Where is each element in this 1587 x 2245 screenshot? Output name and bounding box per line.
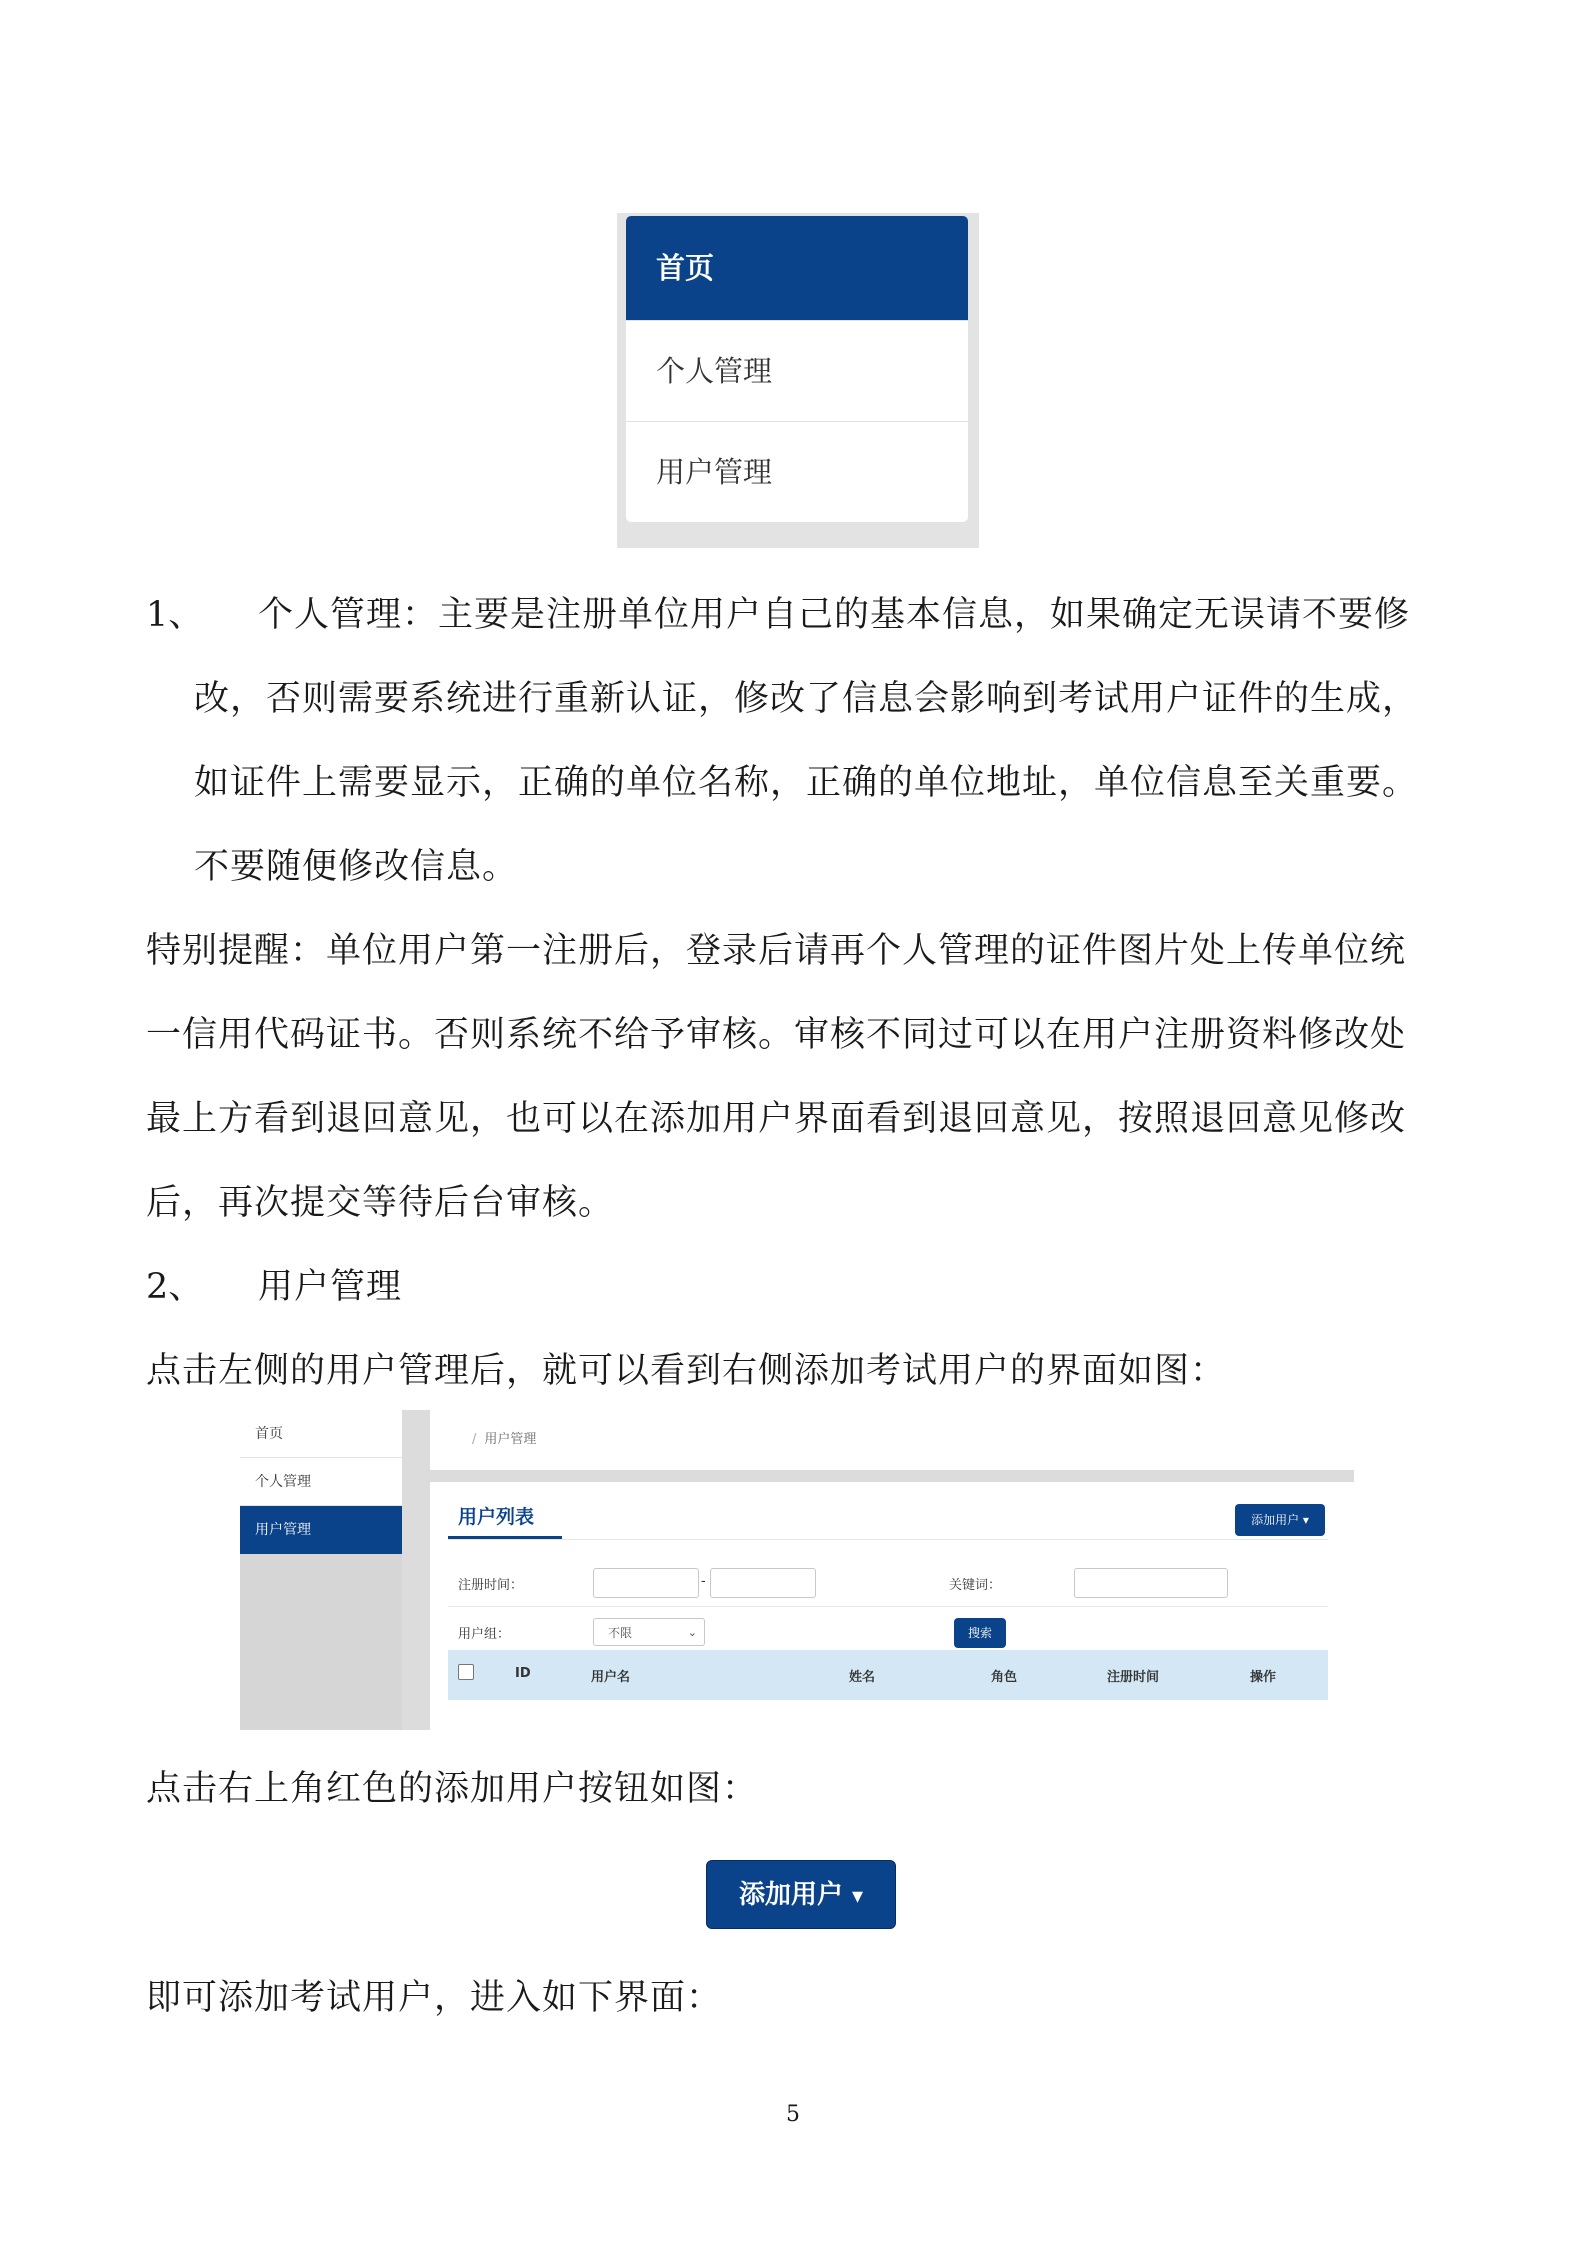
screen-sidebar-users[interactable]: 用户管理 xyxy=(240,1506,402,1554)
screen-figure xyxy=(240,1410,1354,1730)
caret-down-icon: ▾ xyxy=(1302,1513,1309,1527)
col-username: 用户名 xyxy=(591,1670,631,1685)
col-register-time: 注册时间 xyxy=(1107,1670,1160,1685)
user-list-panel xyxy=(430,1482,1354,1730)
user-group-label: 用户组： xyxy=(458,1627,511,1642)
section1-line-1: 个人管理：主要是注册单位用户自己的基本信息，如果确定无误请不要修 xyxy=(258,595,1411,635)
menu-item-home[interactable]: 首页 xyxy=(626,216,968,320)
breadcrumb-separator: / xyxy=(472,1432,477,1447)
page-number: 5 xyxy=(786,2102,800,2127)
col-name: 姓名 xyxy=(849,1670,876,1685)
caret-down-icon: ▾ xyxy=(852,1884,864,1909)
add-user-button-label: 添加用户 xyxy=(1251,1513,1300,1527)
section2-intro: 点击左侧的用户管理后，就可以看到右侧添加考试用户的界面如图： xyxy=(146,1351,1227,1391)
user-group-value: 不限 xyxy=(608,1626,633,1640)
divider xyxy=(448,1606,1328,1607)
breadcrumb xyxy=(430,1410,1354,1470)
user-group-select[interactable] xyxy=(593,1618,705,1646)
register-time-end-input[interactable] xyxy=(710,1568,816,1598)
screen-sidebar-home[interactable]: 首页 xyxy=(240,1410,402,1458)
register-time-start-input[interactable] xyxy=(593,1568,699,1598)
col-actions: 操作 xyxy=(1250,1670,1277,1685)
divider xyxy=(448,1539,1328,1540)
table-header xyxy=(448,1650,1328,1700)
select-all-checkbox[interactable] xyxy=(458,1664,474,1680)
reminder-line-4: 后，再次提交等待后台审核。 xyxy=(146,1183,615,1223)
menu-item-users[interactable]: 用户管理 xyxy=(626,421,968,522)
add-user-button-label: 添加用户 xyxy=(738,1880,843,1910)
col-role: 角色 xyxy=(991,1670,1018,1685)
chevron-down-icon: ⌄ xyxy=(687,1626,697,1639)
register-time-label: 注册时间： xyxy=(458,1578,524,1593)
add-user-button[interactable] xyxy=(706,1860,896,1929)
screen-sidebar xyxy=(240,1410,402,1730)
after-screen-text: 点击右上角红色的添加用户按钮如图： xyxy=(146,1769,759,1809)
section1-number: 1、 xyxy=(146,595,204,635)
col-id: ID xyxy=(515,1666,531,1681)
keyword-input[interactable] xyxy=(1074,1568,1228,1598)
section1-line-4: 不要随便修改信息。 xyxy=(194,847,519,887)
screen-sidebar-personal[interactable]: 个人管理 xyxy=(240,1458,402,1506)
reminder-line-3: 最上方看到退回意见，也可以在添加用户界面看到退回意见，按照退回意见修改 xyxy=(146,1099,1407,1139)
section2-number: 2、 xyxy=(146,1267,204,1307)
panel-title: 用户列表 xyxy=(458,1506,535,1528)
date-separator: - xyxy=(701,1574,706,1589)
section1-line-3: 如证件上需要显示，正确的单位名称，正确的单位地址，单位信息至关重要。 xyxy=(194,763,1419,803)
reminder-line-2: 一信用代码证书。否则系统不给予审核。审核不同过可以在用户注册资料修改处 xyxy=(146,1015,1407,1055)
section2-heading: 用户管理 xyxy=(258,1267,403,1307)
search-button[interactable]: 搜索 xyxy=(954,1618,1006,1648)
section1-line-2: 改，否则需要系统进行重新认证，修改了信息会影响到考试用户证件的生成， xyxy=(194,679,1419,719)
final-text: 即可添加考试用户，进入如下界面： xyxy=(146,1978,723,2018)
breadcrumb-current: 用户管理 xyxy=(484,1432,537,1447)
add-user-button-small[interactable] xyxy=(1235,1504,1325,1536)
reminder-line-1: 特别提醒：单位用户第一注册后，登录后请再个人管理的证件图片处上传单位统 xyxy=(146,931,1407,971)
keyword-label: 关键词： xyxy=(949,1578,1002,1593)
side-menu xyxy=(626,216,968,522)
menu-item-personal[interactable]: 个人管理 xyxy=(626,320,968,421)
menu-figure xyxy=(617,213,979,548)
